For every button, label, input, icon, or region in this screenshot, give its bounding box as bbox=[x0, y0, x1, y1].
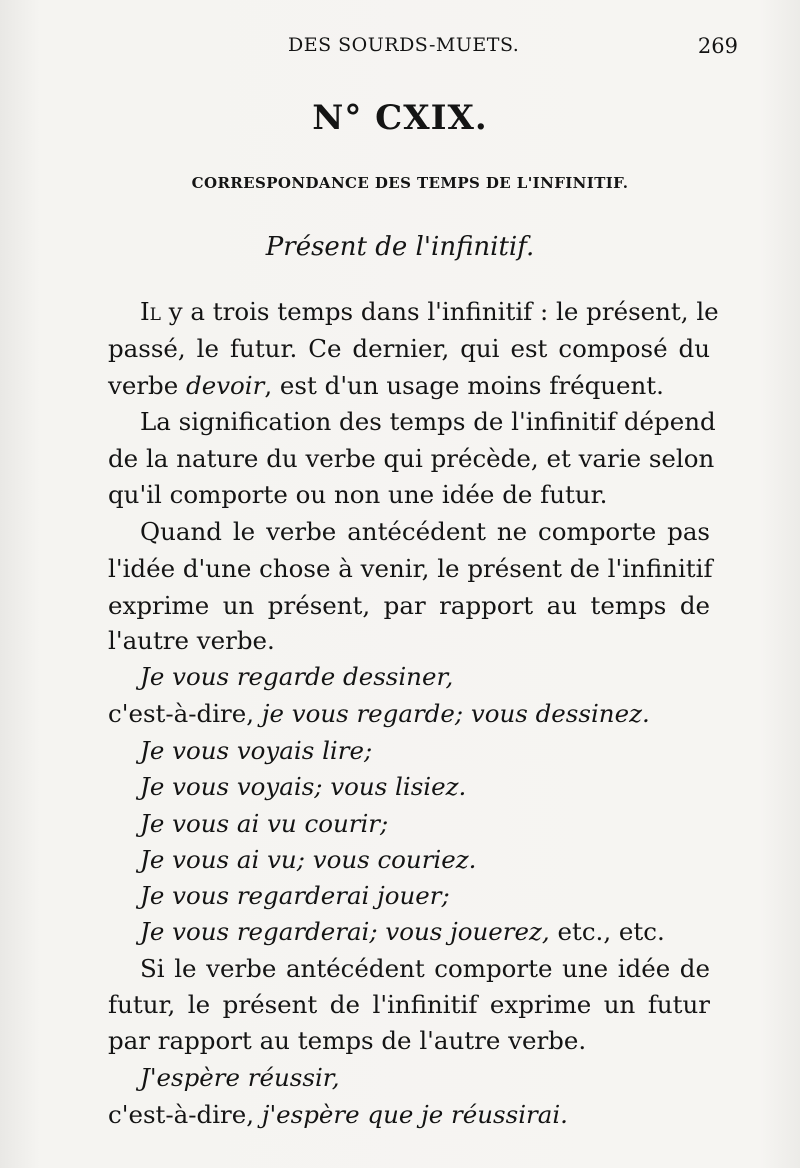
example-line bbox=[108, 697, 710, 731]
example-line: Je vous ai vu; vous couriez. bbox=[140, 845, 477, 874]
example-line: Je vous voyais; vous lisiez. bbox=[140, 772, 467, 801]
text-line: qu'il comporte ou non une idée de futur. bbox=[108, 480, 608, 509]
text-line: l'idée d'une chose à venir, le présent de l'infinitif bbox=[108, 554, 713, 583]
text-line: Si le verbe antécédent comporte une idée de bbox=[140, 954, 710, 983]
line-text: etc., etc. bbox=[549, 917, 665, 946]
text-line: par rapport au temps de l'autre verbe. bbox=[108, 1026, 587, 1055]
text-line: de la nature du verbe qui précède, et varie selon bbox=[108, 444, 715, 473]
example-line: Je vous regarde dessiner, bbox=[140, 662, 454, 691]
line-text: y a trois temps dans l'infinitif : le présent, le bbox=[160, 297, 719, 326]
number-heading: N° CXIX. bbox=[312, 98, 488, 138]
text-line: l'autre verbe. bbox=[108, 626, 275, 655]
text-line: La signification des temps de l'infinitif dépend bbox=[140, 407, 716, 436]
example-line bbox=[108, 1098, 710, 1132]
italic-text: j'espère que je réussirai. bbox=[261, 1100, 568, 1129]
section-title: CORRESPONDANCE DES TEMPS DE L'INFINITIF. bbox=[191, 174, 629, 192]
italic-text: Je vous regarderai; vous jouerez, bbox=[140, 917, 550, 946]
running-title: DES SOURDS-MUETS. bbox=[288, 34, 520, 56]
text-line bbox=[108, 295, 719, 329]
text-line: passé, le futur. Ce dernier, qui est composé du bbox=[108, 334, 710, 363]
line-text: , est d'un usage moins fréquent. bbox=[264, 371, 664, 400]
line-text: c'est-à-dire, bbox=[108, 699, 262, 728]
example-line: Je vous regarderai jouer; bbox=[140, 881, 450, 910]
subheading: Présent de l'infinitif. bbox=[265, 232, 535, 262]
text-line bbox=[108, 369, 710, 403]
text-line: exprime un présent, par rapport au temps de bbox=[108, 591, 710, 620]
line-text: c'est-à-dire, bbox=[108, 1100, 262, 1129]
page-number: 269 bbox=[697, 34, 738, 58]
italic-text: je vous regarde; vous dessinez. bbox=[261, 699, 650, 728]
example-line: Je vous voyais lire; bbox=[140, 736, 373, 765]
example-line: Je vous ai vu courir; bbox=[140, 809, 389, 838]
text-line: futur, le présent de l'infinitif exprime un futur bbox=[108, 990, 710, 1019]
example-line: J'espère réussir, bbox=[140, 1063, 340, 1092]
running-head bbox=[0, 34, 800, 64]
italic-word: devoir bbox=[186, 371, 265, 400]
line-text: verbe bbox=[108, 371, 187, 400]
text-line: Quand le verbe antécédent ne comporte pas bbox=[140, 517, 710, 546]
drop-word: Il bbox=[140, 297, 161, 326]
example-line bbox=[140, 915, 700, 949]
